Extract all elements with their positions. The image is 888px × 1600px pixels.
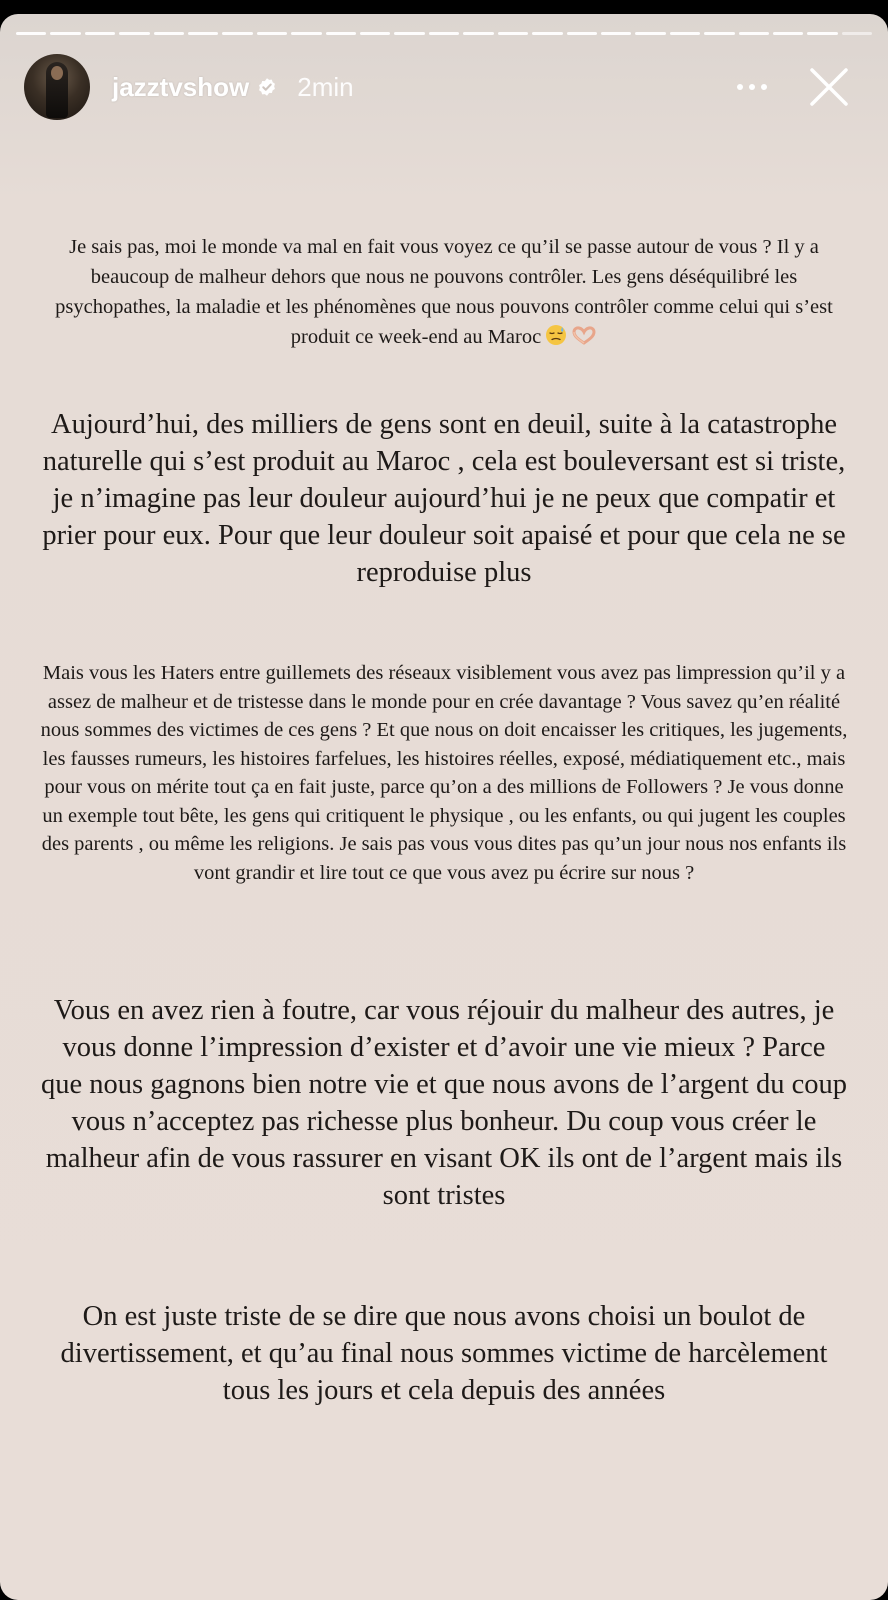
progress-segment (601, 32, 631, 35)
story-timestamp: 2min (297, 71, 354, 102)
progress-segment (119, 32, 149, 35)
progress-segment (704, 32, 734, 35)
story-header (24, 54, 868, 120)
progress-segment (188, 32, 218, 35)
progress-segment (807, 32, 837, 35)
story-text-paragraph-2: Aujourd’hui, des milliers de gens sont en deuil, suite à la catastrophe naturelle qui s’est produit au Maroc , cela est bouleversant est si triste, je n’imagine pas leur douleur aujourd’hui je ne peux que compatir et prier pour eux. Pour que leur douleur soit apaisé et pour que cela ne se reproduise plus (42, 409, 846, 588)
story-text-paragraph-4: Vous en avez rien à foutre, car vous réjouir du malheur des autres, je vous donne l’impression d’exister et d’avoir une vie mieux ? Parce que nous gagnons bien notre vie et que nous avons de l’argent du coup vous n’acceptez pas richesse plus bonheur. Du coup vous créer le malheur afin de vous rassurer en visant OK ils ont de l’argent mais ils sont tristes (40, 995, 847, 1211)
story-text-paragraph-5: On est juste triste de se dire que nous avons choisi un boulot de divertissement, et qu’au final nous sommes victime de harcèlement tous les jours et cela depuis des années (60, 1301, 828, 1406)
progress-segment (670, 32, 700, 35)
progress-segment (739, 32, 769, 35)
story-viewer[interactable] (0, 14, 888, 1600)
progress-segment (394, 32, 424, 35)
username[interactable]: jazztvshow (112, 71, 250, 102)
avatar-face (51, 66, 63, 80)
more-options-icon-dot (749, 84, 755, 90)
progress-segment (429, 32, 459, 35)
progress-segment (463, 32, 493, 35)
paragraph-1-text: Je sais pas, moi le monde va mal en fait vous voyez ce qu’il se passe autour de vous ? Il y a beaucoup de malheur dehors que nous ne pouvons contrôler. Les gens déséquilibré les psychopathes, la maladie et les phénomènes que nous pouvons contrôler comme celui qui s’est produit ce week-end au Maroc (55, 236, 833, 348)
more-options-icon (737, 84, 743, 90)
progress-segment (635, 32, 665, 35)
progress-segment (567, 32, 597, 35)
progress-segment (16, 32, 46, 35)
close-icon[interactable] (806, 64, 852, 110)
avatar[interactable] (24, 54, 90, 120)
progress-segment (842, 32, 872, 35)
heart-hands-icon (571, 324, 597, 346)
downcast-face-with-sweat-icon (545, 324, 567, 346)
more-options-icon-dot (761, 84, 767, 90)
progress-segment (532, 32, 562, 35)
progress-segment (222, 32, 252, 35)
progress-segment (326, 32, 356, 35)
progress-segment (50, 32, 80, 35)
progress-segment (85, 32, 115, 35)
story-text-paragraph-3: Mais vous les Haters entre guillemets des réseaux visiblement vous avez pas limpression qu’il y a assez de malheur et de tristesse dans le monde pour en crée davantage ? Vous savez qu’en réalité nous sommes des victimes de ces gens ? Et que nous on doit encaisser les critiques, les jugements, les fausses rumeurs, les histoires farfelues, les histoires réelles, exposé, médiatiquement etc., mais pour vous on mérite tout ça en fait juste, parce qu’on a des millions de Followers ? Je vous donne un exemple tout bête, les gens qui critiquent le physique , ou les enfants, ou qui jugent les couples des parents , ou même les religions. Je sais pas vous vous dites pas qu’un jour nous nos enfants ils vont grandir et lire tout ce que vous avez pu écrire sur nous ? (40, 662, 848, 884)
story-text-paragraph-1 (40, 232, 848, 352)
progress-segment (498, 32, 528, 35)
verified-badge-icon (257, 77, 277, 97)
progress-segment (773, 32, 803, 35)
story-progress-bar (16, 32, 872, 35)
progress-segment (257, 32, 287, 35)
progress-segment (291, 32, 321, 35)
progress-segment (360, 32, 390, 35)
progress-segment (154, 32, 184, 35)
more-options-button[interactable] (732, 72, 772, 102)
